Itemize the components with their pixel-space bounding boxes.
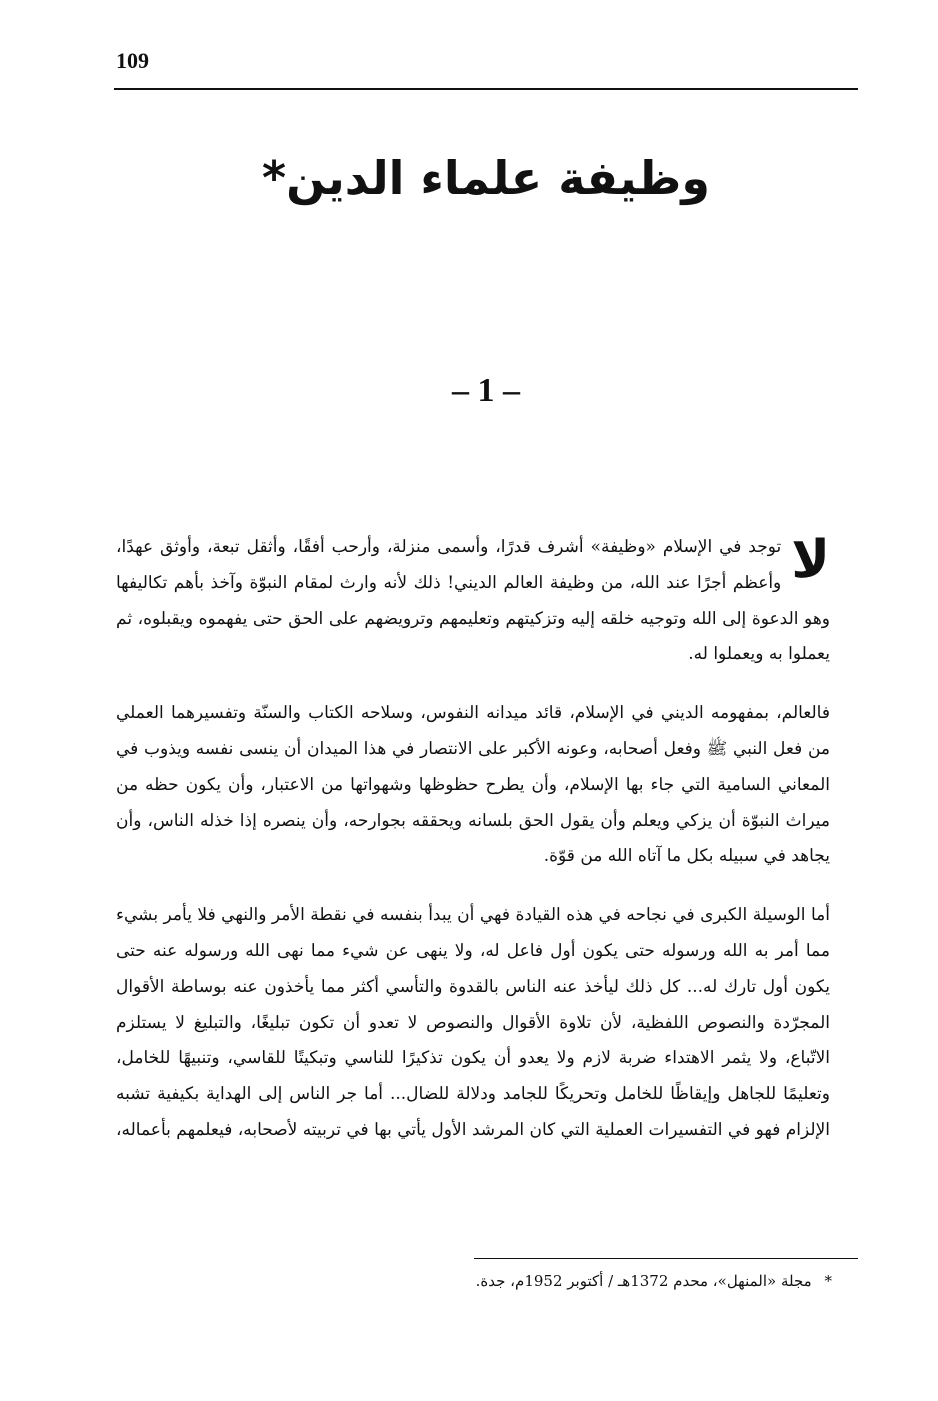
footnote-rule xyxy=(474,1258,858,1259)
chapter-title: وظيفة علماء الدين* xyxy=(262,150,710,205)
footnote-marker: * xyxy=(824,1272,832,1290)
header-rule xyxy=(114,88,858,90)
page-number: 109 xyxy=(116,48,149,73)
drop-cap: لا xyxy=(791,530,830,590)
paragraph-3: أما الوسيلة الكبرى في نجاحه في هذه القيادة فهي أن يبدأ بنفسه في نقطة الأمر والنهي فلا يأمر بشيء مما أمر به الله ورسوله حتى يكون أول فاعل له، ولا ينهى عن شيء مما نهى الله ورسوله عنه حتى يكون أول تارك له... كل ذلك ليأخذ عنه الناس بالقدوة والتأسي أكثر مما يأخذون عنه بوساطة الأقوال المجرّدة والنصوص اللفظية، لأن تلاوة الأقوال والنصوص لا تعدو أن تكون تبليغًا، والتبليغ لا يستلزم الاتّباع، ولا يثمر الاهتداء ضربة لازم ولا يعدو أن يكون تذكيرًا للناسي وتبكيتًا للقاسي، وتنبيهًا للخامل، وتعليمًا للجاهل وإيقاظًا للخامل وتحريكًا للجامد ودلالة للضال... أما جر الناس إلى الهداية بكيفية تشبه الإلزام فهو في التفسيرات العملية التي كان المرشد الأول يأتي بها في تربيته لأصحابه، فيعلمهم بأعماله، xyxy=(116,905,830,1140)
paragraph-1-text: توجد في الإسلام «وظيفة» أشرف قدرًا، وأسمى منزلة، وأرحب أفقًا، وأثقل تبعة، وأوثق عهدًا، وأعظم أجرًا عند الله، من وظيفة العالم الديني! ذلك لأنه وارث لمقام النبوّة وآخذ بأهم تكاليفها وهو الدعوة إلى الله وتوجيه خلقه إليه وتزكيتهم وتعليمهم وترويضهم على الحق حتى يفهموه ويقبلوه، ثم يعملوا به ويعملوا له. xyxy=(116,537,830,665)
footnote xyxy=(300,1272,832,1290)
footnote-text: مجلة «المنهل»، محدم 1372هـ / أكتوبر 1952م، جدة. xyxy=(475,1272,812,1290)
paragraph-2: فالعالم، بمفهومه الديني في الإسلام، قائد ميدانه النفوس، وسلاحه الكتاب والسنّة وتفسيرهما العملي من فعل النبي ﷺ وفعل أصحابه، وعونه الأكبر على الانتصار في هذا الميدان أن ينسى نفسه ويذوب في المعاني السامية التي جاء بها الإسلام، وأن يطرح حظوظها وشهواتها من الاعتبار، وأن يكون حظه من ميراث النبوّة أن يزكي ويعلم وأن يقول الحق بلسانه ويحققه بجوارحه، وأن ينصره إذا خذله الناس، وأن يجاهد في سبيله بكل ما آتاه الله من قوّة. xyxy=(116,703,830,867)
paragraph-1 xyxy=(116,530,830,673)
section-number: – 1 – xyxy=(452,372,520,409)
body-text xyxy=(116,530,830,1172)
